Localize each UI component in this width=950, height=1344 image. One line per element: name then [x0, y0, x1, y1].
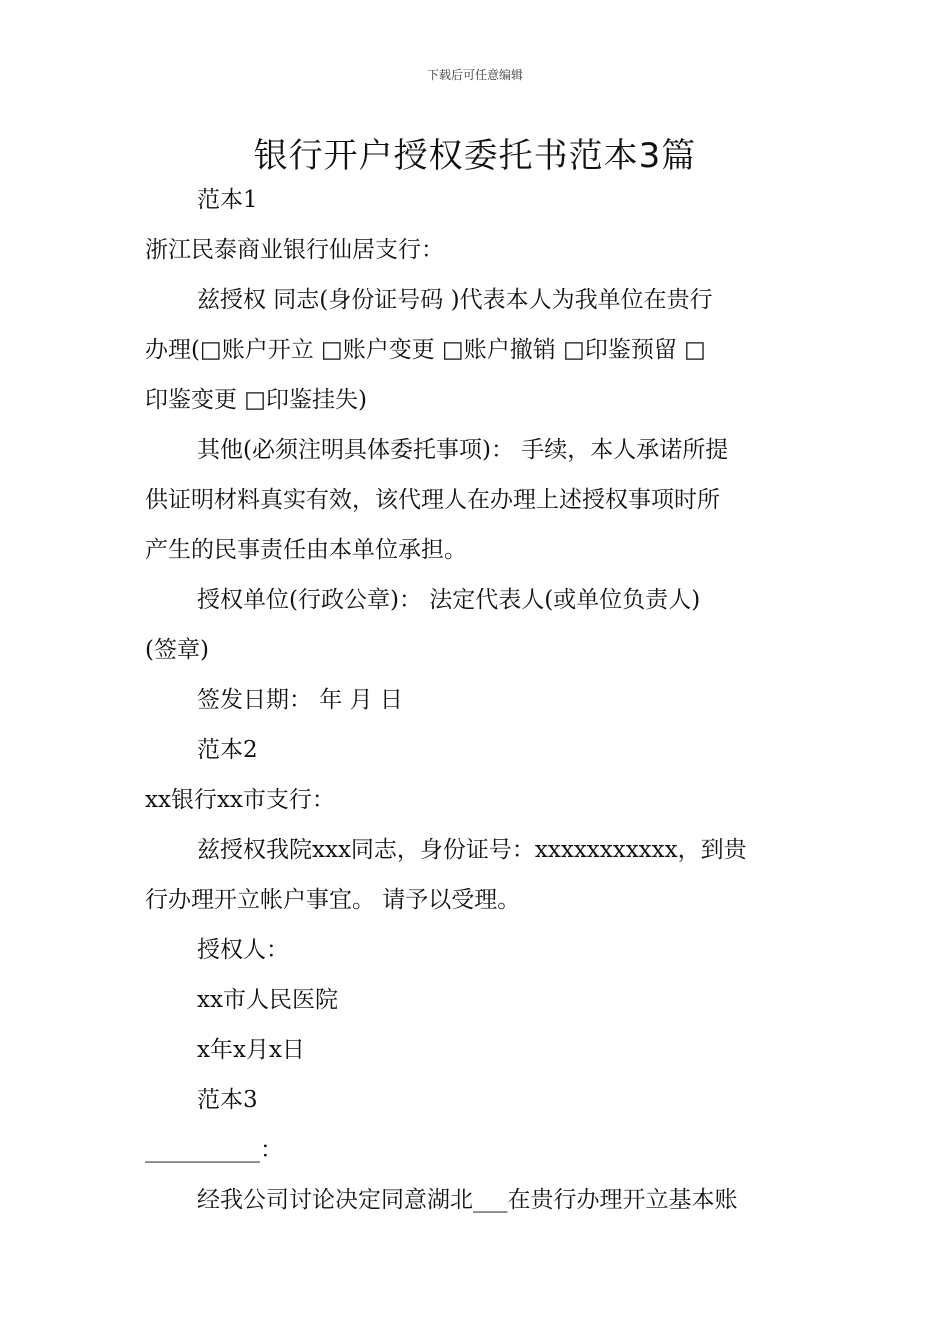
paragraph-line: 其他(必须注明具体委托事项)： 手续，本人承诺所提: [197, 437, 729, 463]
paragraph-line: 兹授权我院xxx同志，身份证号：xxxxxxxxxxx，到贵: [197, 837, 747, 863]
signature-line: 授权单位(行政公章)： 法定代表人(或单位负责人): [197, 587, 701, 613]
paragraph-line: 产生的民事责任由本单位承担。: [145, 537, 467, 563]
header-note: 下载后可任意编辑: [426, 68, 523, 82]
signature-line: 授权人：: [197, 937, 289, 963]
paragraph-line: 办理(□账户开立 □账户变更 □账户撤销 □印鉴预留 □: [145, 337, 706, 363]
addressee-2: xx银行xx市支行：: [145, 787, 335, 813]
paragraph-line: 兹授权 同志(身份证号码 )代表本人为我单位在贵行: [197, 287, 713, 313]
addressee-3: __________：: [145, 1137, 283, 1163]
date-line: x年x月x日: [197, 1037, 305, 1063]
signature-line: xx市人民医院: [197, 987, 338, 1013]
section-heading-1: 范本1: [197, 187, 258, 213]
paragraph-line: 行办理开立帐户事宜。 请予以受理。: [145, 887, 521, 913]
paragraph-line: 供证明材料真实有效，该代理人在办理上述授权事项时所: [145, 487, 720, 513]
document-title: 银行开户授权委托书范本3篇: [253, 136, 697, 176]
section-heading-3: 范本3: [197, 1087, 258, 1113]
paragraph-line: 经我公司讨论决定同意湖北___在贵行办理开立基本账: [197, 1187, 738, 1213]
paragraph-line: 印鉴变更 □印鉴挂失): [145, 387, 368, 413]
date-line: 签发日期： 年 月 日: [197, 687, 403, 713]
section-heading-2: 范本2: [197, 737, 258, 763]
signature-line: (签章): [145, 637, 209, 663]
addressee-1: 浙江民泰商业银行仙居支行：: [145, 237, 444, 263]
